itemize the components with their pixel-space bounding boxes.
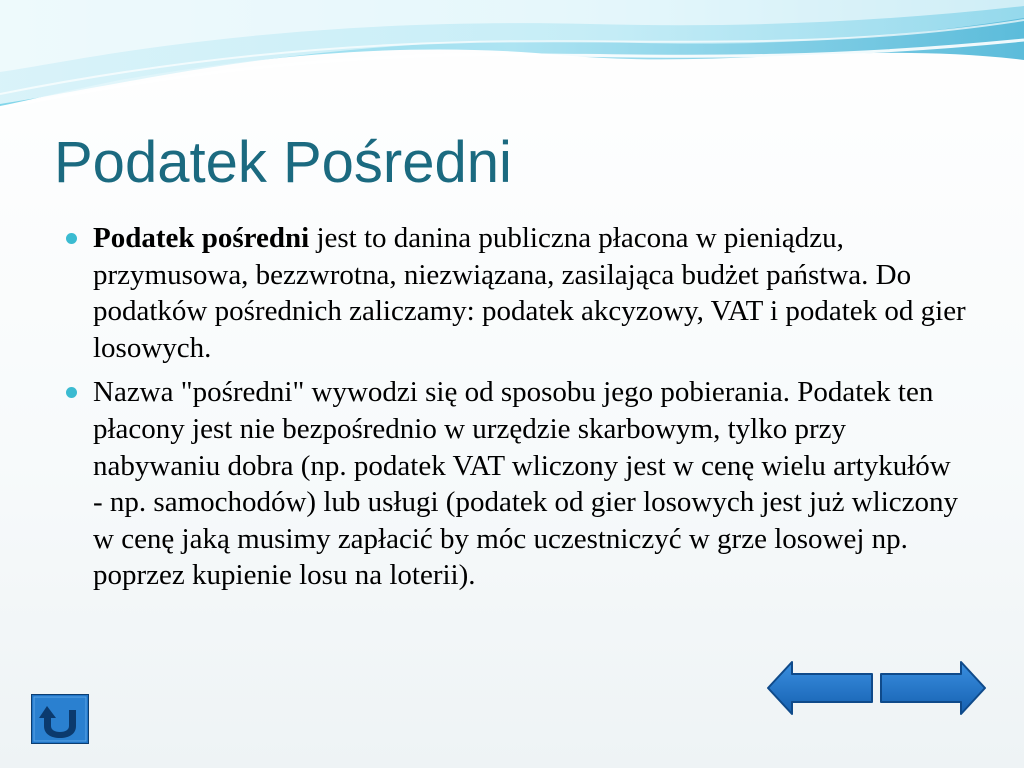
bullet-bold-term: Podatek pośredni xyxy=(93,222,310,254)
bullet-text: jest to danina publiczna płacona w pieniądzu, przymusowa, bezzwrotna, niezwiązana, zasilająca budżet państwa. Do podatków pośrednich zaliczamy: podatek akcyzowy, VAT i podatek od gier losowych. xyxy=(93,222,966,364)
bullet-dot-icon xyxy=(66,387,77,398)
arrow-right-icon xyxy=(877,660,987,716)
bullet-dot-icon xyxy=(66,233,77,244)
arrow-left-icon xyxy=(766,660,876,716)
return-u-turn-icon xyxy=(31,694,89,744)
next-slide-button[interactable] xyxy=(877,660,987,716)
bullet-list xyxy=(66,220,966,602)
return-button[interactable] xyxy=(31,694,89,744)
bullet-item-definition xyxy=(66,220,966,366)
slide-title: Podatek Pośredni xyxy=(54,130,512,195)
bullet-text: Nazwa "pośredni" wywodzi się od sposobu jego pobierania. Podatek ten płacony jest nie bezpośrednio w urzędzie skarbowym, tylko przy nabywaniu dobra (np. podatek VAT wliczony jest w cenę wielu artykułów - np. samochodów) lub usługi (podatek od gier losowych jest już wliczony w cenę jaką musimy zapłacić by móc uczestniczyć w grze losowej np. poprzez kupienie losu na loterii). xyxy=(93,376,959,592)
bullet-item-name-origin xyxy=(66,374,966,594)
header-wave-decoration xyxy=(0,0,1024,120)
previous-slide-button[interactable] xyxy=(766,660,876,716)
